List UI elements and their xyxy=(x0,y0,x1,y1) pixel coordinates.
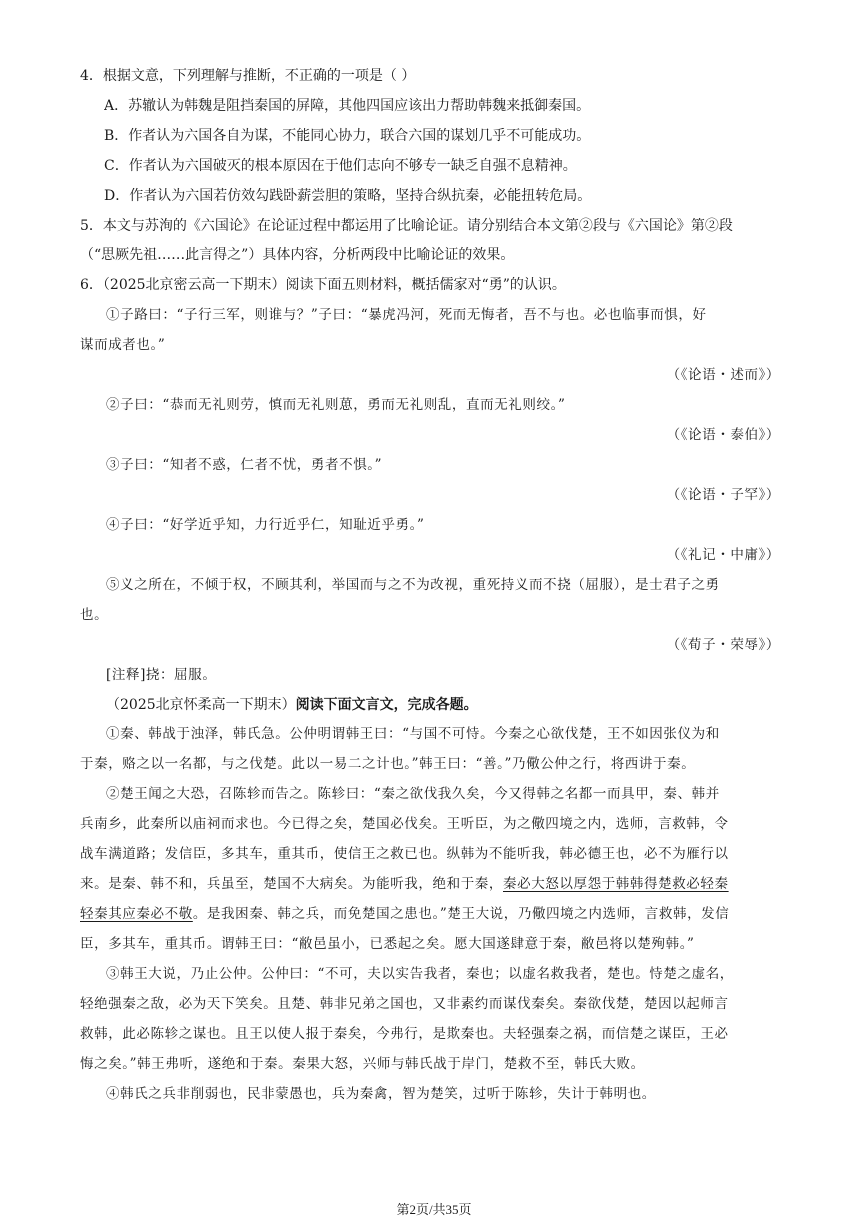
passage-p2-line-2: 兵南乡，此秦所以庙祠而求也。今已得之矣，楚国必伐矣。王听臣，为之儆四境之内，选师，言救韩，令 xyxy=(80,816,729,832)
passage-p3-line-4: 悔之矣。”韩王弗听，遂绝和于秦。秦果大怒，兴师与韩氏战于岸门，楚救不至，韩氏大败。 xyxy=(80,1056,645,1072)
q6-material-3: ③子曰：“知者不惑，仁者不忧，勇者不惧。” xyxy=(106,457,383,473)
q6-material-5b: 也。 xyxy=(80,607,109,623)
q6-material-4: ④子曰：“好学近乎知，力行近乎仁，知耻近乎勇。” xyxy=(106,517,425,533)
passage-p3-line-3: 救韩，此必陈轸之谋也。且王以使人报于秦矣，今弗行，是欺秦也。夫轻强秦之祸，而信楚之谋臣，王必 xyxy=(80,1026,729,1042)
q6-stem: 6．（2025北京密云高一下期末）阅读下面五则材料，概括儒家对“勇”的认识。 xyxy=(80,277,566,293)
q4-option-d: D．作者认为六国若仿效勾践卧薪尝胆的策略，坚持合纵抗秦，必能扭转危局。 xyxy=(104,188,592,204)
passage-p3-line-1: ③韩王大说，乃止公仲。公仲曰：“不可，夫以实告我者，秦也；以虚名救我者，楚也。恃楚之虚名， xyxy=(106,966,734,982)
page-number: 第2页/共35页 xyxy=(396,1202,472,1217)
q4-option-a: A．苏辙认为韩魏是阻挡秦国的屏障，其他四国应该出力帮助韩魏来抵御秦国。 xyxy=(104,98,591,114)
passage-p2-line-1: ②楚王闻之大恐，召陈轸而告之。陈轸曰：“秦之欲伐我久矣，今又得韩之名都一而具甲，秦、韩并 xyxy=(106,786,720,802)
q4-option-b: B．作者认为六国各自为谋，不能同心协力，联合六国的谋划几乎不可能成功。 xyxy=(104,128,591,144)
q6-note: [注释]挠：屈服。 xyxy=(106,667,217,683)
passage-intro-instruction: 阅读下面文言文，完成各题。 xyxy=(295,697,478,713)
q6-material-2-source: （《论语・泰伯》） xyxy=(666,427,780,443)
underlined-sentence-part-2: 轻秦其应秦必不敬 xyxy=(80,906,193,922)
q5-line-1: 5．本文与苏洵的《六国论》在论证过程中都运用了比喻论证。请分别结合本文第②段与《六国论》第②段 xyxy=(80,218,733,234)
passage-intro xyxy=(106,696,792,714)
q4-option-c: C．作者认为六国破灭的根本原因在于他们志向不够专一缺乏自强不息精神。 xyxy=(104,158,577,174)
underlined-sentence-part-1: 秦必大怒以厚怨于韩韩得楚救必轻秦 xyxy=(503,876,729,892)
passage-p2-line-4 xyxy=(80,875,792,893)
q6-material-5-source: （《荀子・荣辱》） xyxy=(666,637,780,653)
passage-p2-line-4-text: 来。是秦、韩不和，兵虽至，楚国不大病矣。为能听我，绝和于秦， xyxy=(80,876,503,892)
q6-material-5a: ⑤义之所在，不倾于权，不顾其利，举国而与之不为改视，重死持义而不挠（屈服），是士君子之勇 xyxy=(106,577,720,593)
q6-material-2: ②子曰：“恭而无礼则劳，慎而无礼则葸，勇而无礼则乱，直而无礼则绞。” xyxy=(106,397,566,413)
q6-material-3-source: （《论语・子罕》） xyxy=(666,487,780,503)
q5-line-2: （“思厥先祖……此言得之”）具体内容，分析两段中比喻论证的效果。 xyxy=(80,247,515,263)
passage-p1-line-1: ①秦、韩战于浊泽，韩氏急。公仲明谓韩王曰：“与国不可恃。今秦之心欲伐楚，王不如因张仪为和 xyxy=(106,726,720,742)
passage-p2-line-5 xyxy=(80,905,792,923)
q6-material-1b: 谋而成者也。” xyxy=(80,337,166,353)
passage-p3-line-2: 轻绝强秦之敌，必为天下笑矣。且楚、韩非兄弟之国也，又非素约而谋伐秦矣。秦欲伐楚，楚因以起师言 xyxy=(80,996,729,1012)
passage-p2-line-6: 臣，多其车，重其币。谓韩王曰：“敝邑虽小，已悉起之矣。愿大国遂肆意于秦，敝邑将以楚殉韩。” xyxy=(80,936,695,952)
passage-p2-line-5-text: 。是我困秦、韩之兵，而免楚国之患也。”楚王大说，乃儆四境之内选师，言救韩，发信 xyxy=(192,906,730,922)
passage-p2-line-3: 战车满道路；发信臣，多其车，重其币，使信王之救已也。纵韩为不能听我，韩必德王也，必不为雁行以 xyxy=(80,846,729,862)
q6-material-1a: ①子路曰：“子行三军，则谁与？”子曰：“暴虎冯河，死而无悔者，吾不与也。必也临事而惧，好 xyxy=(106,307,707,323)
q4-stem: 4．根据文意，下列理解与推断，不正确的一项是（ ） xyxy=(80,68,416,84)
passage-p4: ④韩氏之兵非削弱也，民非蒙愚也，兵为秦禽，智为楚笑，过听于陈轸，失计于韩明也。 xyxy=(106,1086,656,1102)
q6-material-4-source: （《礼记・中庸》） xyxy=(666,547,780,563)
q6-material-1-source: （《论语・述而》） xyxy=(666,367,780,383)
passage-intro-source: （2025北京怀柔高一下期末） xyxy=(106,697,296,713)
passage-p1-line-2: 于秦，赂之以一名都，与之伐楚。此以一易二之计也。”韩王曰：“善。”乃儆公仲之行，将西讲于秦。 xyxy=(80,756,696,772)
